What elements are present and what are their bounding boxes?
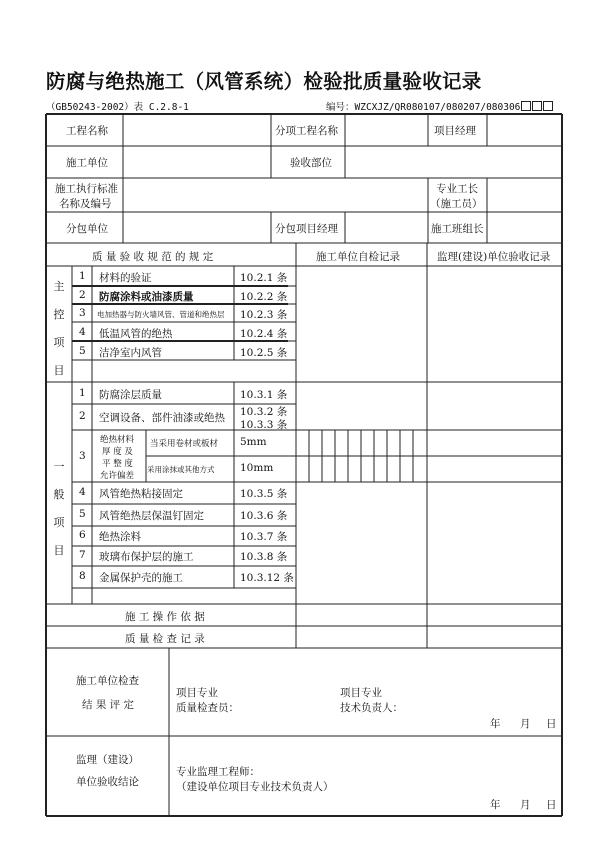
general-item-clause: 10.3.8 条 [240,551,288,563]
supervision-label-line1: 监理（建设） [76,754,139,766]
inspection-location-label: 验收部位 [290,157,332,169]
foreman-label-line2: （施工员） [430,198,483,210]
construction-unit-label: 施工单位 [66,157,108,169]
standard-label-line1: 施工执行标准 [55,183,118,195]
sub-project-name-label: 分项工程名称 [275,125,338,137]
main-item-clause: 10.2.2 条 [240,291,288,303]
page-title: 防腐与绝热施工（风管系统）检验批质量验收记录 [46,70,482,93]
main-item-text: 洁净室内风管 [99,347,162,359]
code-label: 编号： [326,102,355,113]
construction-date-year: 年 [490,718,501,730]
tech-lead-line2: 技术负责人： [340,702,403,714]
main-item-text: 材料的验证 [99,272,152,284]
thickness-label-line1: 绝热材料 [100,435,135,445]
quality-inspector-line1: 项目专业 [176,687,218,699]
general-item-text: 金属保护壳的施工 [99,572,183,584]
thickness-label-line3: 平 整 度 [102,459,133,469]
supervision-label-line2: 单位验收结论 [76,776,139,788]
main-item-text: 低温风管的绝热 [99,328,173,340]
supervising-engineer-line1: 专业监理工程师： [176,766,260,778]
general-item-text: 玻璃布保护层的施工 [99,551,194,563]
general-item-clause: 10.3.7 条 [240,531,288,543]
general-item-text: 风管绝热粘接固定 [99,488,183,500]
general-item-clause: 10.3.1 条 [240,389,288,401]
standard-reference: （GB50243-2002）表 C.2.8-1 [46,102,189,113]
main-item-num: 2 [79,289,86,301]
main-item-clause: 10.2.3 条 [240,309,288,321]
general-item-num: 5 [79,508,86,520]
general-item-num: 2 [79,410,86,422]
main-item-clause: 10.2.1 条 [240,272,288,284]
supervision-date-year: 年 [490,799,501,811]
construction-check-label-line1: 施工单位检查 [76,675,139,687]
spec-column-header: 质 量 验 收 规 范 的 规 定 [92,251,214,263]
general-item-clause-2: 10.3.3 条 [240,419,288,431]
foreman-label-line1: 专业工长 [436,183,478,195]
general-item-num: 1 [79,387,86,399]
standard-label-line2: 名称及编号 [59,198,112,210]
general-item-clause: 10.3.5 条 [240,488,288,500]
project-manager-label: 项目经理 [434,125,476,137]
main-item-text: 防腐涂料或油漆质量 [99,291,194,303]
supervision-date-day: 日 [546,799,557,811]
coating-method-value: 10mm [240,462,274,474]
general-items-label: 一 般 项 目 [53,460,65,557]
general-item-text: 防腐涂层质量 [99,389,162,401]
general-item-text: 空调设备、部件油漆或绝热 [99,412,225,424]
subcontractor-label: 分包单位 [66,223,108,235]
general-item-num: 4 [79,486,86,498]
general-item-num: 3 [79,450,86,462]
main-item-text: 电加热器与防火墙风管、管道和绝热层 [97,310,225,319]
construction-date-day: 日 [546,718,557,730]
code-value: WZCXJZ/QR080107/080207/080306 [354,102,521,113]
project-name-label: 工程名称 [66,125,108,137]
supervision-column-header: 监理(建设)单位验收记录 [437,251,551,263]
quality-record-label: 质 量 检 查 记 录 [125,633,205,645]
team-leader-label: 施工班组长 [431,223,484,235]
main-item-num: 3 [79,307,86,319]
general-item-text: 风管绝热层保温钉固定 [99,510,204,522]
coating-method-text: 采用涂抹或其他方式 [147,465,215,474]
construction-date-month: 月 [520,718,531,730]
general-item-num: 7 [79,549,86,561]
main-items-label: 主 控 项 目 [53,280,65,377]
main-item-num: 1 [79,270,86,282]
thickness-label-line4: 允许偏差 [100,471,135,481]
general-item-clause: 10.3.6 条 [240,510,288,522]
thickness-label-line2: 厚 度 及 [102,447,133,457]
main-item-clause: 10.2.5 条 [240,347,288,359]
general-item-num: 8 [79,570,86,582]
sheet-material-value: 5mm [240,436,267,448]
supervision-date-month: 月 [520,799,531,811]
general-item-clause: 10.3.2 条 [240,406,288,418]
supervising-engineer-line2: （建设单位项目专业技术负责人） [176,781,334,793]
general-item-num: 6 [79,529,86,541]
construction-check-label-line2: 结 果 评 定 [82,699,135,711]
quality-inspector-line2: 质量检查员： [176,702,239,714]
sheet-material-text: 当采用卷材或板材 [150,439,219,449]
main-item-num: 4 [79,326,86,338]
sub-project-manager-label: 分包项目经理 [275,223,338,235]
main-item-clause: 10.2.4 条 [240,328,288,340]
construction-basis-label: 施 工 操 作 依 据 [125,611,205,623]
general-item-text: 绝热涂料 [99,531,141,543]
main-item-num: 5 [79,345,86,357]
self-check-column-header: 施工单位自检记录 [316,251,400,263]
general-item-clause: 10.3.12 条 [240,572,294,584]
tech-lead-line1: 项目专业 [340,687,382,699]
